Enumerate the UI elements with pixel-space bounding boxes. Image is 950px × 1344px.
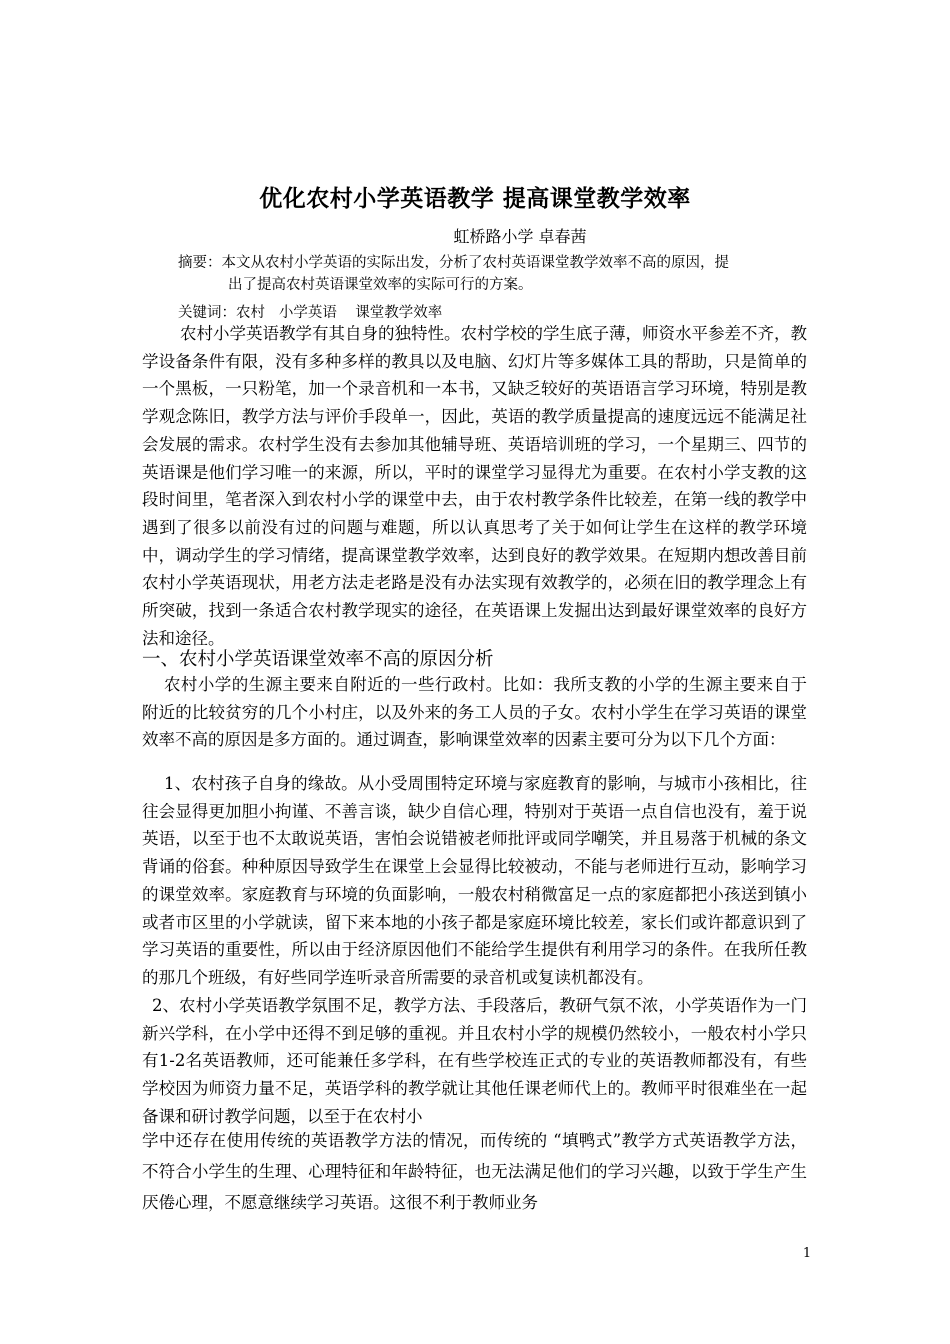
document-title: 优化农村小学英语教学 提高课堂教学效率 [259,186,691,212]
author-line: 虹桥路小学 卓春茜 [453,227,587,246]
paragraph-continued: 学中还存在使用传统的英语教学方法的情况，而传统的 “填鸭式”教学方式英语教学方法，不符合小学生的生理、心理特征和年龄特征，也无法满足他们的学习兴趣，以致于学生产生厌倦心理，不愿意继续学习英语。这很不利于教师业务 [142,1131,807,1212]
keywords: 关键词：农村 小学英语 课堂教学效率 [178,305,443,321]
abstract-text-line1: 本文从农村小学英语的实际出发，分析了农村英语课堂教学效率不高的原因，提 [221,255,729,271]
paragraph-students: 农村小学的生源主要来自附近的一些行政村。比如：我所支教的小学的生源主要来自于附近的比较贫穷的几个小村庄，以及外来的务工人员的子女。农村小学生在学习英语的课堂效率不高的原因是多方面的。通过调查，影响课堂效率的因素主要可分为以下几个方面： [142,675,807,750]
page-number: 1 [802,1246,812,1261]
section-heading: 一、农村小学英语课堂效率不高的原因分析 [142,649,494,670]
abstract-text-line2: 出了提高农村英语课堂效率的实际可行的方案。 [228,277,533,293]
paragraph-reason-2: 2、农村小学英语教学氛围不足，教学方法、手段落后，教研气氛不浓，小学英语作为一门新兴学科，在小学中还得不到足够的重视。并且农村小学的规模仍然较小，一般农村小学只有1-2名英语教师，还可能兼任多学科，在有些学校连正式的专业的英语教师都没有，有些学校因为师资力量不足，英语学科的教学就让其他任课老师代上的。教师平时很难坐在一起备课和研讨教学问题，以至于在农村小 [142,996,807,1126]
abstract-label: 摘要： [178,255,222,271]
paragraph-intro: 农村小学英语教学有其自身的独特性。农村学校的学生底子薄，师资水平参差不齐，教学设备条件有限，没有多种多样的教具以及电脑、幻灯片等多媒体工具的帮助，只是简单的一个黑板，一只粉笔，加一个录音机和一本书，又缺乏较好的英语语言学习环境，特别是教学观念陈旧，教学方法与评价手段单一，因此，英语的教学质量提高的速度远远不能满足社会发展的需求。农村学生没有去参加其他辅导班、英语培训班的学习，一个星期三、四节的英语课是他们学习唯一的来源，所以，平时的课堂学习显得尤为重要。在农村小学支教的这段时间里，笔者深入到农村小学的课堂中去，由于农村教学条件比较差，在第一线的教学中遇到了很多以前没有过的问题与难题，所以认真思考了关于如何让学生在这样的教学环境中，调动学生的学习情绪，提高课堂教学效率，达到良好的教学效果。在短期内想改善目前农村小学英语现状，用老方法走老路是没有办法实现有效教学的，必须在旧的教学理念上有所突破，找到一条适合农村教学现实的途径，在英语课上发掘出达到最好课堂效率的良好方法和途径。 [142,324,807,648]
paragraph-reason-1: 1、农村孩子自身的缘故。从小受周围特定环境与家庭教育的影响，与城市小孩相比，往往会显得更加胆小拘谨、不善言谈，缺少自信心理，特别对于英语一点自信也没有，羞于说英语，以至于也不太敢说英语，害怕会说错被老师批评或同学嘲笑，并且易落于机械的条文背诵的俗套。种种原因导致学生在课堂上会显得比较被动，不能与老师进行互动，影响学习的课堂效率。家庭教育与环境的负面影响，一般农村稍微富足一点的家庭都把小孩送到镇小或者市区里的小学就读，留下来本地的小孩子都是家庭环境比较差，家长们或许都意识到了学习英语的重要性，所以由于经济原因他们不能给学生提供有利用学习的条件。在我所任教的那几个班级，有好些同学连听录音所需要的录音机或复读机都没有。 [142,774,807,987]
abstract [178,252,808,296]
